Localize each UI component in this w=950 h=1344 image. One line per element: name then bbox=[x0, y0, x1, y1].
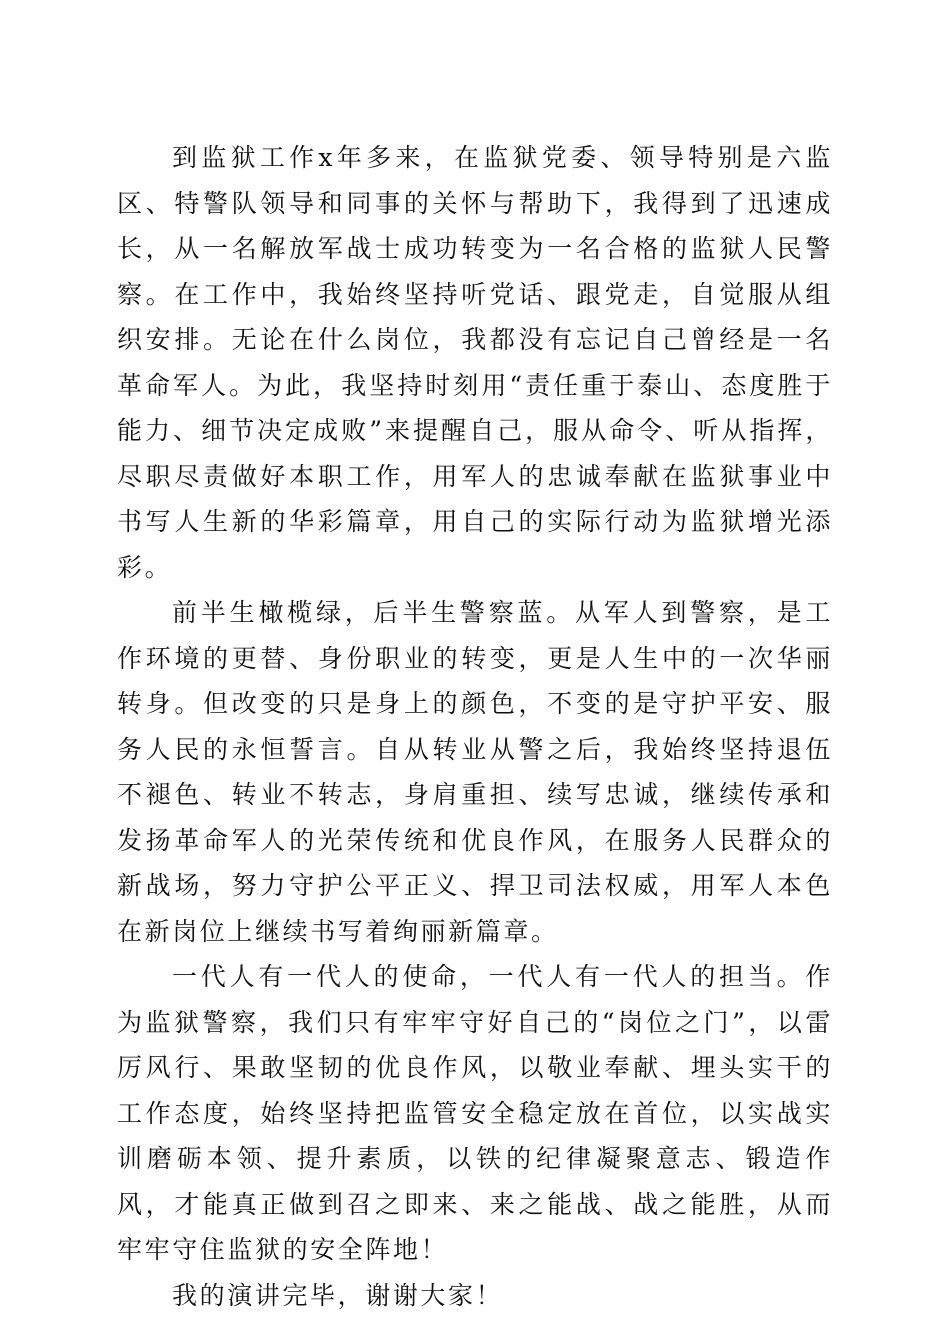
paragraph-4: 我的演讲完毕，谢谢大家！ bbox=[172, 1280, 504, 1310]
paragraph-3: 一代人有一代人的使命，一代人有一代人的担当。作为监狱警察，我们只有牢牢守好自己的“岗位之门”，以雷厉风行、果敢坚韧的优良作风，以敬业奉献、埋头实干的工作态度，始终坚持把监管安全稳定放在首位，以实战实训磨砺本领、提升素质，以铁的纪律凝聚意志、锻造作风，才能真正做到召之即来、来之能战、战之能胜，从而牢牢守住监狱的安全阵地！ bbox=[117, 962, 833, 1264]
paragraph-1: 到监狱工作x年多来，在监狱党委、领导特别是六监区、特警队领导和同事的关怀与帮助下，我得到了迅速成长，从一名解放军战士成功转变为一名合格的监狱人民警察。在工作中，我始终坚持听党话、跟党走，自觉服从组织安排。无论在什么岗位，我都没有忘记自己曾经是一名革命军人。为此，我坚持时刻用“责任重于泰山、态度胜于能力、细节决定成败”来提醒自己，服从命令、听从指挥，尽职尽责做好本职工作，用军人的忠诚奉献在监狱事业中书写人生新的华彩篇章，用自己的实际行动为监狱增光添彩。 bbox=[117, 143, 833, 582]
speech-body bbox=[117, 135, 833, 1318]
paragraph-2: 前半生橄榄绿，后半生警察蓝。从军人到警察，是工作环境的更替、身份职业的转变，更是人生中的一次华丽转身。但改变的只是身上的颜色，不变的是守护平安、服务人民的永恒誓言。自从转业从警之后，我始终坚持退伍不褪色、转业不转志，身肩重担、续写忠诚，继续传承和发扬革命军人的光荣传统和优良作风，在服务人民群众的新战场，努力守护公平正义、捍卫司法权威，用军人本色在新岗位上继续书写着绚丽新篇章。 bbox=[117, 598, 833, 946]
